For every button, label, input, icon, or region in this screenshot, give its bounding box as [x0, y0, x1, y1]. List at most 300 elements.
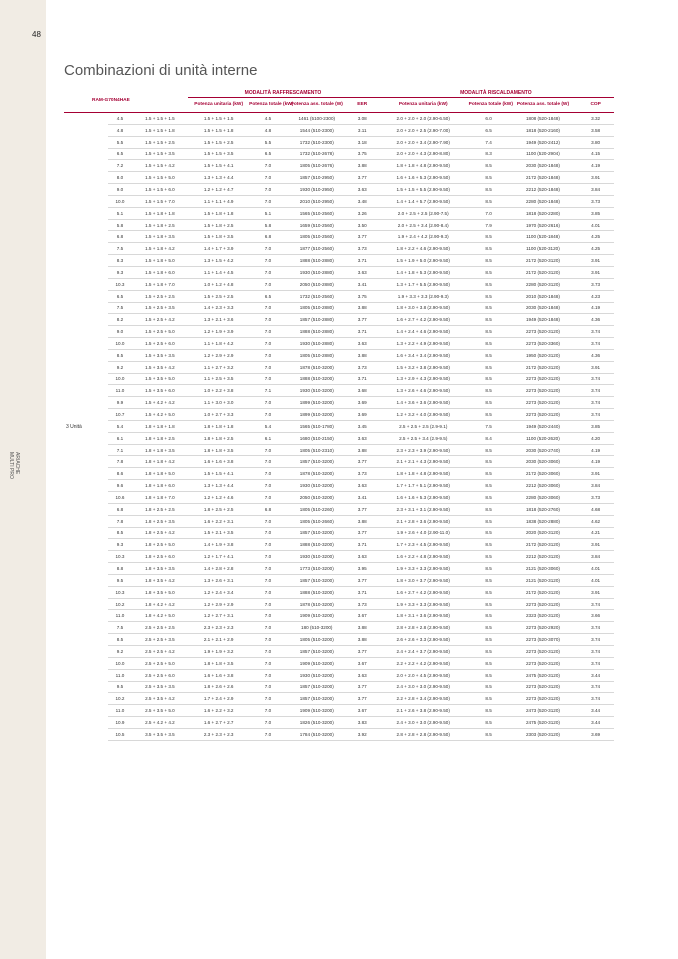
- cell-heat-total-capacity: 8.5: [469, 184, 509, 196]
- cell-heat-unit-power: 2.8 + 2.8 + 2.8 (2.90-9.50): [378, 728, 469, 740]
- cell-cool-total-capacity: 7.0: [249, 717, 287, 729]
- cell-cop: 4.36: [577, 314, 614, 326]
- table-row: [64, 432, 614, 444]
- cell-total-capacity: 10.3: [108, 551, 131, 563]
- cell-eer: 3.63: [347, 432, 378, 444]
- cell-heat-power-absorbed: 1949 (520-2412): [509, 136, 578, 148]
- cell-heat-power-absorbed: 2273 (520-3120): [509, 681, 578, 693]
- cell-heat-total-capacity: 8.5: [469, 361, 509, 373]
- cell-heat-unit-power: 1.8 + 3.0 + 3.8 (2.90-9.50): [378, 302, 469, 314]
- cell-cop: 3.73: [577, 492, 614, 504]
- cell-cool-total-capacity: 6.5: [249, 290, 287, 302]
- table-row: [64, 290, 614, 302]
- cell-heat-total-capacity: 8.5: [469, 693, 509, 705]
- cell-cool-total-capacity: 7.0: [249, 397, 287, 409]
- cell-total-capacity: 11.0: [108, 385, 131, 397]
- cell-cool-total-capacity: 7.0: [249, 338, 287, 350]
- cell-heat-power-absorbed: 2273 (520-3120): [509, 397, 578, 409]
- cell-eer: 3.77: [347, 527, 378, 539]
- table-row: [64, 397, 614, 409]
- cell-heat-unit-power: 2.5 + 2.5 + 2.5 (2.9-9.1): [378, 420, 469, 432]
- cell-cool-power-absorbed: 1805 (510-2676): [287, 160, 347, 172]
- table-row: [64, 610, 614, 622]
- cell-heat-unit-power: 2.4 + 3.0 + 3.0 (2.90-9.50): [378, 717, 469, 729]
- cell-heat-unit-power: 1.9 + 2.4 + 4.2 (2.90-9.3): [378, 231, 469, 243]
- col-cop: COP: [577, 98, 614, 113]
- cell-total-capacity: 10.3: [108, 586, 131, 598]
- table-row: [64, 563, 614, 575]
- cell-cool-unit-power: 1.5 + 1.8 + 2.5: [188, 219, 249, 231]
- cell-indoor-units: 2.5 + 4.2 + 4.2: [132, 717, 189, 729]
- cell-heat-unit-power: 1.8 + 1.8 + 4.8 (2.90-9.50): [378, 468, 469, 480]
- cell-heat-total-capacity: 8.5: [469, 480, 509, 492]
- cell-cool-total-capacity: 7.0: [249, 255, 287, 267]
- table-row: [64, 255, 614, 267]
- cell-cop: 3.91: [577, 539, 614, 551]
- cell-cool-power-absorbed: 1888 (510-3200): [287, 539, 347, 551]
- cell-cop: 3.80: [577, 136, 614, 148]
- cell-cop: 3.74: [577, 397, 614, 409]
- cell-heat-total-capacity: 8.5: [469, 503, 509, 515]
- cell-heat-total-capacity: 8.5: [469, 290, 509, 302]
- cell-indoor-units: 1.5 + 1.8 + 6.0: [132, 266, 189, 278]
- cell-indoor-units: 2.5 + 2.5 + 2.5: [132, 622, 189, 634]
- cell-heat-total-capacity: 8.5: [469, 681, 509, 693]
- cell-cool-power-absorbed: 1857 (510-2880): [287, 314, 347, 326]
- cell-total-capacity: 8.8: [108, 563, 131, 575]
- cell-cop: 3.74: [577, 373, 614, 385]
- table-row: [64, 693, 614, 705]
- cell-indoor-units: 1.8 + 4.2 + 4.2: [132, 598, 189, 610]
- cell-heat-total-capacity: 8.5: [469, 397, 509, 409]
- cell-eer: 3.88: [347, 302, 378, 314]
- cell-cool-power-absorbed: 2010 (510-2950): [287, 195, 347, 207]
- cell-cop: 3.66: [577, 610, 614, 622]
- cell-cool-unit-power: 1.5 + 2.1 + 3.5: [188, 527, 249, 539]
- cell-cool-total-capacity: 7.0: [249, 278, 287, 290]
- cooling-section-header: MODALITÀ RAFFRESCAMENTO: [188, 88, 378, 98]
- cell-heat-power-absorbed: 2273 (520-3120): [509, 645, 578, 657]
- cell-heat-power-absorbed: 1100 (520-2904): [509, 148, 578, 160]
- table-row: [64, 172, 614, 184]
- column-header-row: [64, 98, 614, 113]
- cell-eer: 3.77: [347, 172, 378, 184]
- cell-total-capacity: 10.2: [108, 693, 131, 705]
- table-row: [64, 492, 614, 504]
- cell-cool-unit-power: 1.2 + 1.7 + 4.1: [188, 551, 249, 563]
- cell-cop: 3.74: [577, 634, 614, 646]
- cell-cool-total-capacity: 7.0: [249, 515, 287, 527]
- cell-eer: 3.11: [347, 124, 378, 136]
- cell-heat-unit-power: 1.3 + 1.7 + 5.5 (2.90-9.50): [378, 278, 469, 290]
- cell-eer: 3.77: [347, 314, 378, 326]
- cell-cool-unit-power: 1.8 + 1.8 + 3.5: [188, 444, 249, 456]
- cell-eer: 3.63: [347, 480, 378, 492]
- cell-heat-power-absorbed: 2020 (520-3120): [509, 527, 578, 539]
- cell-cool-unit-power: 1.2 + 1.2 + 4.6: [188, 492, 249, 504]
- cell-heat-power-absorbed: 2273 (520-3120): [509, 693, 578, 705]
- cell-heat-unit-power: 1.7 + 2.3 + 4.5 (2.90-9.50): [378, 539, 469, 551]
- cell-total-capacity: 6.1: [108, 432, 131, 444]
- table-row: [64, 551, 614, 563]
- cell-cool-unit-power: 1.6 + 2.7 + 2.7: [188, 717, 249, 729]
- cell-total-capacity: 8.2: [108, 314, 131, 326]
- table-row: [64, 184, 614, 196]
- cell-total-capacity: 7.5: [108, 622, 131, 634]
- cell-eer: 3.67: [347, 657, 378, 669]
- cell-cool-total-capacity: 7.0: [249, 574, 287, 586]
- cell-cool-total-capacity: 7.0: [249, 645, 287, 657]
- cell-eer: 3.73: [347, 468, 378, 480]
- cell-cool-power-absorbed: 1888 (510-3200): [287, 373, 347, 385]
- cell-heat-power-absorbed: 2273 (520-3070): [509, 634, 578, 646]
- table-row: [64, 456, 614, 468]
- table-row: [64, 113, 614, 125]
- cell-indoor-units: 1.8 + 1.8 + 6.0: [132, 480, 189, 492]
- cell-indoor-units: 1.8 + 1.8 + 7.0: [132, 492, 189, 504]
- cell-cop: 4.19: [577, 302, 614, 314]
- cell-cool-power-absorbed: 1888 (510-2880): [287, 255, 347, 267]
- cell-cop: 3.74: [577, 338, 614, 350]
- cell-heat-power-absorbed: 2273 (520-3120): [509, 657, 578, 669]
- model-name: RAM-G70N4HAE: [64, 98, 188, 113]
- cell-heat-total-capacity: 7.0: [469, 207, 509, 219]
- table-row: [64, 539, 614, 551]
- cell-total-capacity: 7.5: [108, 302, 131, 314]
- cell-cool-total-capacity: 7.0: [249, 468, 287, 480]
- cell-cool-power-absorbed: 1565 (510-2560): [287, 207, 347, 219]
- cell-cool-total-capacity: 7.0: [249, 361, 287, 373]
- cell-heat-total-capacity: 8.4: [469, 432, 509, 444]
- cell-cop: 3.85: [577, 207, 614, 219]
- cell-heat-unit-power: 1.5 + 1.9 + 5.0 (2.90-9.50): [378, 255, 469, 267]
- cell-heat-total-capacity: 8.5: [469, 551, 509, 563]
- cell-indoor-units: 2.5 + 3.5 + 4.2: [132, 693, 189, 705]
- cell-cool-power-absorbed: 180 (510-3200): [287, 622, 347, 634]
- cell-indoor-units: 1.8 + 3.5 + 4.2: [132, 574, 189, 586]
- cell-eer: 3.45: [347, 420, 378, 432]
- cell-heat-total-capacity: 8.5: [469, 574, 509, 586]
- cell-eer: 3.18: [347, 136, 378, 148]
- cell-heat-total-capacity: 8.3: [469, 148, 509, 160]
- table-row: [64, 302, 614, 314]
- cell-heat-unit-power: 2.2 + 2.2 + 4.2 (2.90-9.50): [378, 657, 469, 669]
- cell-cool-unit-power: 1.2 + 2.7 + 3.1: [188, 610, 249, 622]
- cell-total-capacity: 8.0: [108, 172, 131, 184]
- cell-cool-total-capacity: 7.0: [249, 195, 287, 207]
- cell-cool-total-capacity: 7.0: [249, 527, 287, 539]
- cell-eer: 3.77: [347, 574, 378, 586]
- cell-total-capacity: 9.3: [108, 266, 131, 278]
- cell-heat-unit-power: 1.3 + 2.2 + 4.9 (2.90-9.50): [378, 338, 469, 350]
- cell-cool-unit-power: 1.6 + 1.6 + 3.8: [188, 456, 249, 468]
- cell-indoor-units: 1.8 + 1.8 + 1.8: [132, 420, 189, 432]
- cell-cop: 3.74: [577, 693, 614, 705]
- cell-heat-total-capacity: 8.5: [469, 302, 509, 314]
- table-row: [64, 207, 614, 219]
- cell-cop: 4.19: [577, 456, 614, 468]
- cell-cool-total-capacity: 5.1: [249, 207, 287, 219]
- cell-cool-total-capacity: 7.0: [249, 243, 287, 255]
- cell-heat-unit-power: 1.5 + 1.5 + 5.5 (2.90-9.50): [378, 184, 469, 196]
- cell-indoor-units: 1.5 + 2.5 + 5.0: [132, 326, 189, 338]
- cell-heat-total-capacity: 8.5: [469, 231, 509, 243]
- cell-cool-total-capacity: 7.0: [249, 563, 287, 575]
- cell-total-capacity: 10.7: [108, 409, 131, 421]
- table-row: [64, 515, 614, 527]
- cell-heat-unit-power: 1.6 + 1.6 + 5.3 (2.90-9.50): [378, 172, 469, 184]
- cell-cool-unit-power: 1.0 + 2.7 + 3.3: [188, 409, 249, 421]
- cell-heat-power-absorbed: 1818 (520-2160): [509, 124, 578, 136]
- col-heat-total-capacity: Potenza totale (kW): [469, 98, 509, 113]
- cell-cool-power-absorbed: 1909 (510-3200): [287, 657, 347, 669]
- cell-heat-power-absorbed: 1838 (520-2880): [509, 515, 578, 527]
- cell-heat-unit-power: 1.6 + 2.7 + 4.2 (2.90-9.50): [378, 314, 469, 326]
- cell-cool-unit-power: 1.5 + 1.5 + 4.1: [188, 160, 249, 172]
- col-eer: EER: [347, 98, 378, 113]
- cell-cop: 4.01: [577, 574, 614, 586]
- cell-cool-power-absorbed: 1659 (510-2560): [287, 219, 347, 231]
- group-label: 3 Unità: [66, 423, 82, 430]
- cell-eer: 3.73: [347, 243, 378, 255]
- cell-heat-power-absorbed: 2030 (520-1848): [509, 160, 578, 172]
- cell-heat-total-capacity: 8.5: [469, 539, 509, 551]
- cell-total-capacity: 5.8: [108, 219, 131, 231]
- cell-cool-power-absorbed: 1888 (510-3200): [287, 586, 347, 598]
- cell-cop: 3.91: [577, 255, 614, 267]
- cell-eer: 3.71: [347, 255, 378, 267]
- cell-heat-unit-power: 1.9 + 3.3 + 3.3 (2.90-9.3): [378, 290, 469, 302]
- cell-indoor-units: 1.8 + 3.5 + 5.0: [132, 586, 189, 598]
- col-cool-unit-power: Potenza unitaria (kW): [188, 98, 249, 113]
- cell-cool-total-capacity: 7.0: [249, 492, 287, 504]
- cell-heat-unit-power: 1.2 + 3.2 + 4.0 (2.90-9.50): [378, 409, 469, 421]
- table-row: [64, 326, 614, 338]
- cell-heat-unit-power: 1.6 + 2.7 + 4.2 (2.90-9.50): [378, 586, 469, 598]
- cell-cool-total-capacity: 7.0: [249, 409, 287, 421]
- cell-total-capacity: 4.5: [108, 113, 131, 125]
- cell-heat-total-capacity: 8.5: [469, 705, 509, 717]
- cell-indoor-units: 2.5 + 2.5 + 6.0: [132, 669, 189, 681]
- cell-heat-total-capacity: 8.5: [469, 314, 509, 326]
- cell-cool-power-absorbed: 1680 (510-2150): [287, 432, 347, 444]
- cell-heat-total-capacity: 8.5: [469, 515, 509, 527]
- cell-cool-total-capacity: 7.0: [249, 302, 287, 314]
- cell-heat-unit-power: 1.8 + 2.2 + 4.6 (2.90-9.50): [378, 243, 469, 255]
- cell-cool-unit-power: 1.6 + 1.6 + 3.8: [188, 669, 249, 681]
- cell-total-capacity: 11.0: [108, 705, 131, 717]
- cell-heat-unit-power: 2.4 + 2.4 + 3.7 (2.90-9.50): [378, 645, 469, 657]
- cell-cool-power-absorbed: 1732 (510-2300): [287, 136, 347, 148]
- cell-indoor-units: 1.5 + 1.5 + 6.0: [132, 184, 189, 196]
- cell-cool-power-absorbed: 1930 (510-3200): [287, 480, 347, 492]
- cell-cool-total-capacity: 7.0: [249, 622, 287, 634]
- cell-eer: 3.68: [347, 385, 378, 397]
- cell-indoor-units: 1.8 + 4.2 + 5.0: [132, 610, 189, 622]
- cell-indoor-units: 1.5 + 1.8 + 4.2: [132, 243, 189, 255]
- cell-indoor-units: 1.5 + 1.8 + 7.0: [132, 278, 189, 290]
- cell-total-capacity: 4.8: [108, 124, 131, 136]
- cell-eer: 3.63: [347, 338, 378, 350]
- table-row: [64, 444, 614, 456]
- cell-cool-total-capacity: 7.0: [249, 669, 287, 681]
- cell-eer: 3.63: [347, 669, 378, 681]
- cell-heat-unit-power: 1.8 + 3.0 + 3.7 (2.90-9.50): [378, 574, 469, 586]
- page-title: Combinazioni di unità interne: [64, 62, 258, 79]
- cell-total-capacity: 10.9: [108, 717, 131, 729]
- cell-cop: 3.84: [577, 480, 614, 492]
- cell-indoor-units: 1.5 + 4.2 + 5.0: [132, 409, 189, 421]
- cell-heat-power-absorbed: 1949 (520-2440): [509, 420, 578, 432]
- cell-eer: 3.63: [347, 551, 378, 563]
- cell-heat-unit-power: 1.4 + 1.4 + 5.7 (2.90-9.50): [378, 195, 469, 207]
- cell-indoor-units: 1.8 + 2.5 + 4.2: [132, 527, 189, 539]
- cell-heat-power-absorbed: 2172 (520-1848): [509, 172, 578, 184]
- cell-heat-total-capacity: 7.5: [469, 420, 509, 432]
- cell-cop: 4.23: [577, 290, 614, 302]
- cell-cool-total-capacity: 7.0: [249, 681, 287, 693]
- cell-heat-unit-power: 1.3 + 2.6 + 4.6 (2.90-9.50): [378, 385, 469, 397]
- cell-cop: 4.36: [577, 349, 614, 361]
- cell-total-capacity: 7.2: [108, 160, 131, 172]
- cell-eer: 3.41: [347, 492, 378, 504]
- cell-indoor-units: 1.8 + 1.8 + 3.5: [132, 444, 189, 456]
- cell-cool-power-absorbed: 1461 (5100-2300): [287, 113, 347, 125]
- cell-heat-total-capacity: 8.5: [469, 172, 509, 184]
- cell-total-capacity: 9.6: [108, 480, 131, 492]
- col-heat-power-absorbed: Potenza ass. totale (W): [509, 98, 578, 113]
- cell-cop: 4.15: [577, 148, 614, 160]
- cell-heat-total-capacity: 8.5: [469, 266, 509, 278]
- cell-cop: 3.73: [577, 278, 614, 290]
- cell-cool-power-absorbed: 1565 (510-1780): [287, 420, 347, 432]
- cell-cop: 4.25: [577, 243, 614, 255]
- cell-cool-power-absorbed: 1805 (510-3200): [287, 634, 347, 646]
- table-row: [64, 480, 614, 492]
- cell-heat-unit-power: 1.4 + 1.8 + 5.3 (2.90-9.50): [378, 266, 469, 278]
- cell-cool-power-absorbed: 1909 (510-3200): [287, 610, 347, 622]
- cell-cop: 3.91: [577, 172, 614, 184]
- cell-cool-power-absorbed: 1930 (510-2880): [287, 338, 347, 350]
- cell-cool-total-capacity: 7.0: [249, 551, 287, 563]
- cell-heat-power-absorbed: 1970 (520-2616): [509, 219, 578, 231]
- cell-indoor-units: 1.5 + 1.5 + 3.5: [132, 148, 189, 160]
- cell-indoor-units: 1.5 + 1.5 + 7.0: [132, 195, 189, 207]
- cell-cool-total-capacity: 7.0: [249, 444, 287, 456]
- cell-eer: 3.88: [347, 622, 378, 634]
- cell-heat-power-absorbed: 2475 (520-3120): [509, 717, 578, 729]
- table-row: [64, 634, 614, 646]
- cell-heat-unit-power: 2.1 + 2.8 + 3.6 (2.90-9.50): [378, 515, 469, 527]
- table-row: [64, 278, 614, 290]
- table-row: [64, 669, 614, 681]
- cell-heat-total-capacity: 8.5: [469, 728, 509, 740]
- cell-cool-total-capacity: 5.5: [249, 136, 287, 148]
- cell-heat-unit-power: 1.9 + 2.6 + 4.0 (2.90-11.0): [378, 527, 469, 539]
- cell-eer: 3.92: [347, 728, 378, 740]
- table-row: [64, 148, 614, 160]
- cell-cool-power-absorbed: 1857 (510-3200): [287, 456, 347, 468]
- cell-cop: 3.74: [577, 645, 614, 657]
- cell-heat-total-capacity: 8.5: [469, 409, 509, 421]
- cell-heat-total-capacity: 8.5: [469, 657, 509, 669]
- cell-heat-power-absorbed: 2273 (520-3360): [509, 338, 578, 350]
- cell-cop: 4.62: [577, 515, 614, 527]
- cell-indoor-units: 1.5 + 1.8 + 2.5: [132, 219, 189, 231]
- cell-heat-total-capacity: 8.5: [469, 645, 509, 657]
- cell-cop: 3.44: [577, 717, 614, 729]
- cell-indoor-units: 2.5 + 3.5 + 3.5: [132, 681, 189, 693]
- table-row: [64, 586, 614, 598]
- cell-heat-power-absorbed: 2303 (520-3120): [509, 728, 578, 740]
- cell-cool-total-capacity: 7.0: [249, 610, 287, 622]
- cell-eer: 3.75: [347, 290, 378, 302]
- cell-cool-power-absorbed: 1857 (510-3200): [287, 681, 347, 693]
- cell-heat-total-capacity: 8.5: [469, 243, 509, 255]
- cell-cop: 3.74: [577, 409, 614, 421]
- cell-heat-total-capacity: 6.5: [469, 124, 509, 136]
- cell-cool-unit-power: 1.4 + 1.9 + 3.8: [188, 539, 249, 551]
- cell-eer: 3.88: [347, 349, 378, 361]
- cell-cop: 3.74: [577, 681, 614, 693]
- cell-heat-power-absorbed: 1818 (520-2280): [509, 207, 578, 219]
- cell-eer: 3.48: [347, 195, 378, 207]
- cell-heat-total-capacity: 8.5: [469, 669, 509, 681]
- cell-cool-total-capacity: 7.0: [249, 693, 287, 705]
- cell-indoor-units: 1.8 + 2.5 + 6.0: [132, 551, 189, 563]
- cell-heat-total-capacity: 7.4: [469, 136, 509, 148]
- cell-cool-unit-power: 1.8 + 2.6 + 2.6: [188, 681, 249, 693]
- cell-heat-total-capacity: 8.5: [469, 717, 509, 729]
- table-row: [64, 681, 614, 693]
- cell-eer: 3.63: [347, 266, 378, 278]
- table-row: [64, 705, 614, 717]
- cell-cop: 3.44: [577, 669, 614, 681]
- table-row: [64, 503, 614, 515]
- cell-heat-unit-power: 2.0 + 2.0 + 3.4 (2.90-7.90): [378, 136, 469, 148]
- cell-cop: 3.74: [577, 657, 614, 669]
- table-row: [64, 266, 614, 278]
- cell-eer: 3.88: [347, 160, 378, 172]
- cell-cool-unit-power: 1.6 + 2.2 + 3.2: [188, 705, 249, 717]
- table-row: [64, 136, 614, 148]
- cell-cool-unit-power: 1.2 + 1.9 + 3.9: [188, 326, 249, 338]
- cell-total-capacity: 8.5: [108, 634, 131, 646]
- cell-cool-total-capacity: 5.8: [249, 219, 287, 231]
- cell-indoor-units: 3.5 + 3.5 + 3.5: [132, 728, 189, 740]
- cell-cool-power-absorbed: 2050 (510-2880): [287, 278, 347, 290]
- cell-cool-unit-power: 2.3 + 2.3 + 2.3: [188, 728, 249, 740]
- cell-cool-unit-power: 1.3 + 2.6 + 3.1: [188, 574, 249, 586]
- cell-cool-power-absorbed: 1878 (510-3200): [287, 361, 347, 373]
- cell-total-capacity: 10.0: [108, 373, 131, 385]
- cell-cool-total-capacity: 7.0: [249, 160, 287, 172]
- cell-heat-total-capacity: 8.5: [469, 527, 509, 539]
- cell-cool-total-capacity: 7.0: [249, 705, 287, 717]
- heating-section-header: MODALITÀ RISCALDAMENTO: [378, 88, 614, 98]
- cell-heat-power-absorbed: 2280 (520-1848): [509, 195, 578, 207]
- cell-indoor-units: 1.8 + 2.5 + 2.5: [132, 503, 189, 515]
- cell-total-capacity: 9.5: [108, 574, 131, 586]
- table-body: [64, 113, 614, 741]
- cell-heat-total-capacity: 8.5: [469, 586, 509, 598]
- cell-eer: 3.73: [347, 598, 378, 610]
- cell-heat-unit-power: 2.0 + 2.5 + 3.4 (2.90-8.4): [378, 219, 469, 231]
- cell-total-capacity: 6.5: [108, 148, 131, 160]
- cell-heat-total-capacity: 8.5: [469, 349, 509, 361]
- cell-heat-power-absorbed: 2172 (520-3120): [509, 255, 578, 267]
- cell-indoor-units: 2.5 + 2.5 + 5.0: [132, 657, 189, 669]
